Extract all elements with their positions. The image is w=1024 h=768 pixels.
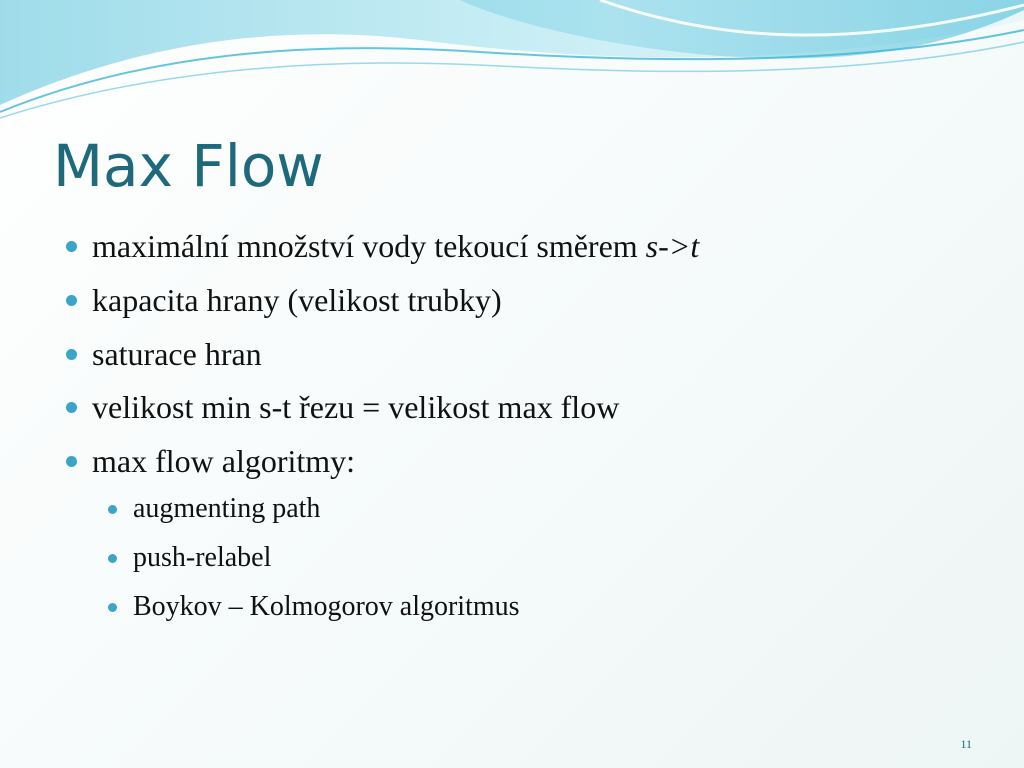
sub-bullet-text: push-relabel — [133, 542, 272, 573]
bullet-dot-icon — [66, 295, 77, 306]
bullet-text: velikost min s-t řezu = velikost max flow — [92, 389, 620, 425]
bullet-text: max flow algoritmy: — [92, 443, 356, 479]
sub-bullet-text: Boykov – Kolmogorov algoritmus — [133, 591, 520, 622]
bullet-dot-icon — [66, 456, 77, 467]
bullet-item — [92, 441, 355, 481]
sub-bullet-dot-icon — [108, 505, 117, 514]
sub-bullet-item — [133, 589, 520, 625]
bullet-dot-icon — [66, 349, 77, 360]
header-wave-decoration — [0, 0, 1024, 130]
bullet-text: maximální množství vody tekoucí směrem — [92, 228, 646, 264]
bullet-item — [92, 280, 502, 320]
bullet-dot-icon — [66, 241, 77, 252]
bullet-item — [92, 226, 699, 266]
bullet-item — [92, 334, 262, 374]
bullet-item — [92, 387, 619, 427]
sub-bullet-dot-icon — [108, 603, 117, 612]
page-number: 11 — [960, 737, 972, 751]
bullet-italic-text: s->t — [645, 228, 700, 264]
sub-bullet-item — [133, 491, 320, 527]
sub-bullet-item — [133, 540, 271, 576]
sub-bullet-text: augmenting path — [133, 493, 321, 524]
slide-title: Max Flow — [53, 132, 324, 200]
bullet-text: saturace hran — [92, 336, 262, 372]
sub-bullet-dot-icon — [108, 554, 117, 563]
bullet-dot-icon — [66, 402, 77, 413]
bullet-text: kapacita hrany (velikost trubky) — [92, 282, 502, 318]
